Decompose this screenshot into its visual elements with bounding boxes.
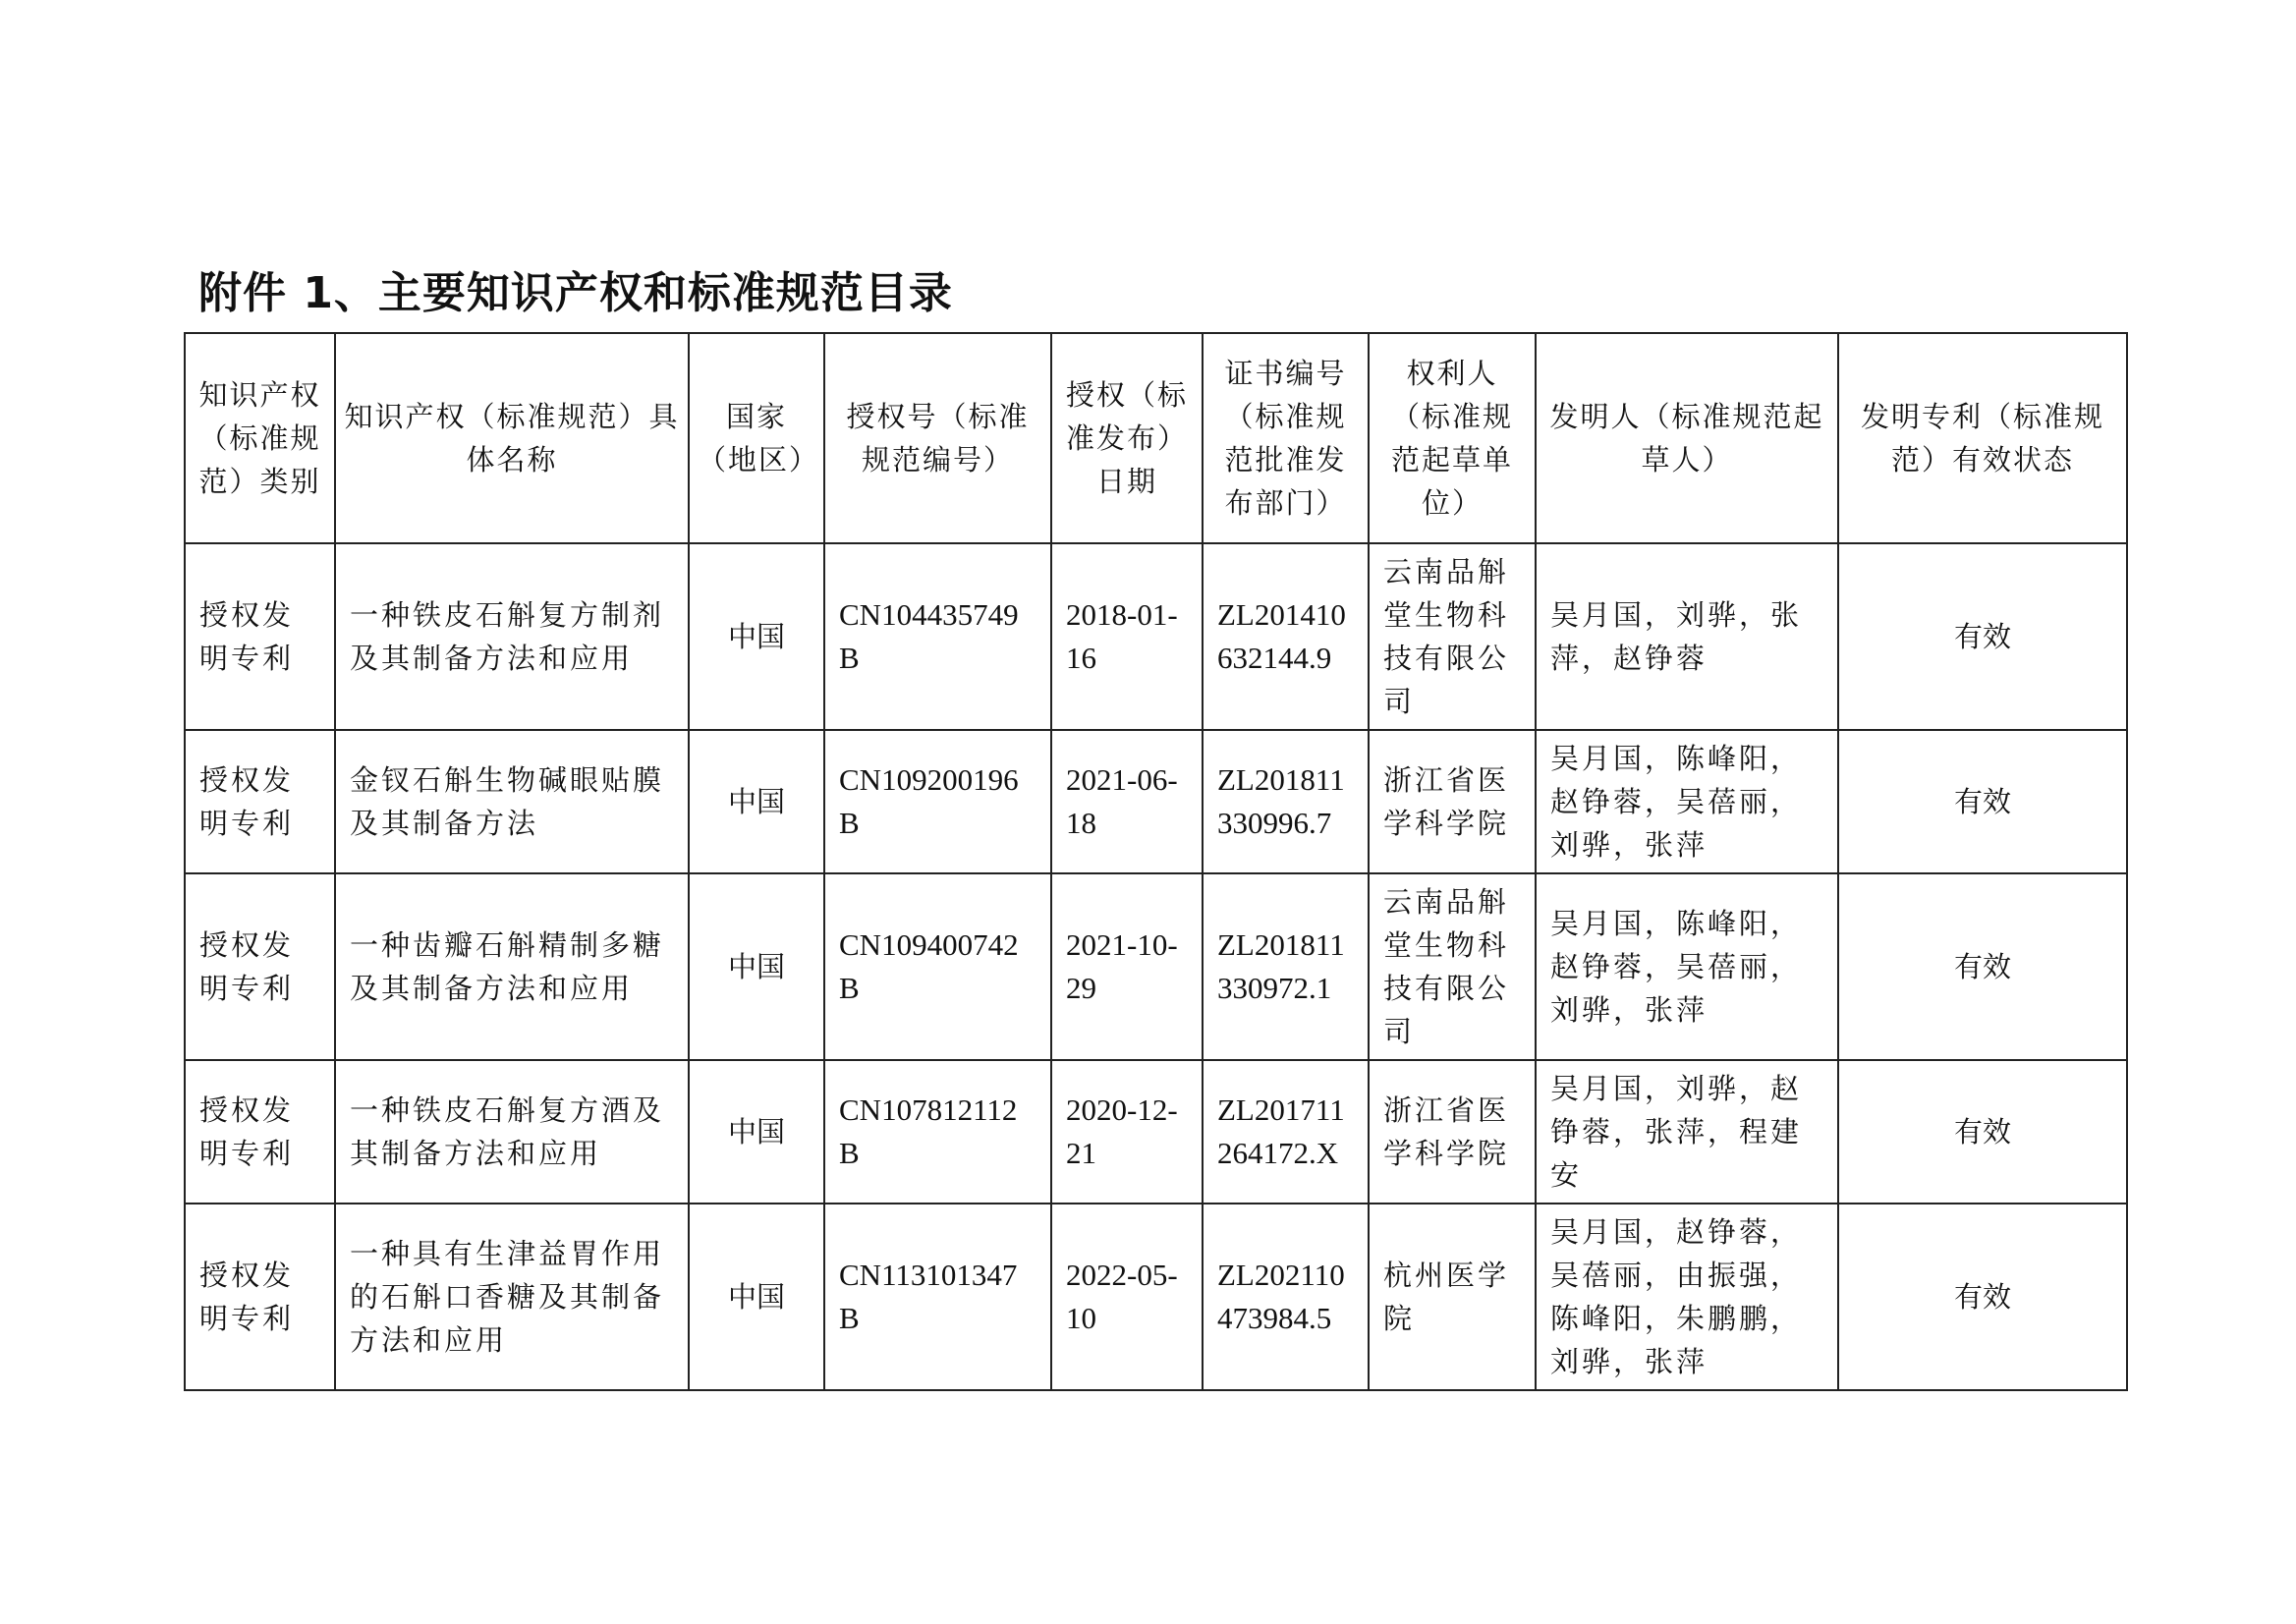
header-category: 知识产权（标准规范）类别 — [185, 333, 335, 543]
cell-date: 2021-06-18 — [1051, 730, 1203, 873]
cell-inventors: 吴月国，陈峰阳，赵铮蓉，吴蓓丽，刘骅，张萍 — [1536, 873, 1838, 1060]
cell-status: 有效 — [1838, 730, 2127, 873]
table-row — [185, 1060, 2127, 1204]
cell-holder: 云南品斛堂生物科技有限公司 — [1369, 543, 1536, 730]
cell-category: 授权发明专利 — [185, 543, 335, 730]
cell-date: 2022-05-10 — [1051, 1204, 1203, 1390]
cell-inventors: 吴月国，刘骅，张萍，赵铮蓉 — [1536, 543, 1838, 730]
cell-holder: 浙江省医学科学院 — [1369, 730, 1536, 873]
cell-status: 有效 — [1838, 543, 2127, 730]
cell-category: 授权发明专利 — [185, 873, 335, 1060]
cell-cert-no: ZL201711264172.X — [1203, 1060, 1369, 1204]
cell-inventors: 吴月国，赵铮蓉，吴蓓丽，由振强，陈峰阳，朱鹏鹏，刘骅，张萍 — [1536, 1204, 1838, 1390]
header-inventors: 发明人（标准规范起草人） — [1536, 333, 1838, 543]
cell-cert-no: ZL201811330996.7 — [1203, 730, 1369, 873]
table-header-row — [185, 333, 2127, 543]
cell-name: 一种齿瓣石斛精制多糖及其制备方法和应用 — [335, 873, 689, 1060]
cell-inventors: 吴月国，刘骅，赵铮蓉，张萍，程建安 — [1536, 1060, 1838, 1204]
cell-grant-no: CN107812112B — [824, 1060, 1051, 1204]
cell-country: 中国 — [689, 873, 824, 1060]
cell-date: 2018-01-16 — [1051, 543, 1203, 730]
cell-holder: 浙江省医学科学院 — [1369, 1060, 1536, 1204]
cell-category: 授权发明专利 — [185, 730, 335, 873]
cell-status: 有效 — [1838, 1060, 2127, 1204]
cell-date: 2020-12-21 — [1051, 1060, 1203, 1204]
cell-name: 一种铁皮石斛复方酒及其制备方法和应用 — [335, 1060, 689, 1204]
cell-status: 有效 — [1838, 873, 2127, 1060]
cell-name: 金钗石斛生物碱眼贴膜及其制备方法 — [335, 730, 689, 873]
cell-cert-no: ZL201811330972.1 — [1203, 873, 1369, 1060]
header-name: 知识产权（标准规范）具体名称 — [335, 333, 689, 543]
header-holder: 权利人（标准规范起草单位） — [1369, 333, 1536, 543]
table-row — [185, 873, 2127, 1060]
cell-category: 授权发明专利 — [185, 1204, 335, 1390]
header-status: 发明专利（标准规范）有效状态 — [1838, 333, 2127, 543]
header-cert-no: 证书编号（标准规范批准发布部门） — [1203, 333, 1369, 543]
table-row — [185, 543, 2127, 730]
cell-name: 一种铁皮石斛复方制剂及其制备方法和应用 — [335, 543, 689, 730]
cell-holder: 云南品斛堂生物科技有限公司 — [1369, 873, 1536, 1060]
cell-name: 一种具有生津益胃作用的石斛口香糖及其制备方法和应用 — [335, 1204, 689, 1390]
cell-cert-no: ZL201410632144.9 — [1203, 543, 1369, 730]
cell-country: 中国 — [689, 730, 824, 873]
table-row — [185, 730, 2127, 873]
page-title: 附件 1、主要知识产权和标准规范目录 — [198, 268, 953, 318]
cell-category: 授权发明专利 — [185, 1060, 335, 1204]
cell-country: 中国 — [689, 543, 824, 730]
cell-status: 有效 — [1838, 1204, 2127, 1390]
cell-grant-no: CN109200196B — [824, 730, 1051, 873]
ip-standards-table — [184, 332, 2128, 1391]
header-grant-no: 授权号（标准规范编号） — [824, 333, 1051, 543]
header-date: 授权（标准发布）日期 — [1051, 333, 1203, 543]
cell-country: 中国 — [689, 1060, 824, 1204]
cell-inventors: 吴月国，陈峰阳，赵铮蓉，吴蓓丽，刘骅，张萍 — [1536, 730, 1838, 873]
cell-cert-no: ZL202110473984.5 — [1203, 1204, 1369, 1390]
cell-date: 2021-10-29 — [1051, 873, 1203, 1060]
table-row — [185, 1204, 2127, 1390]
cell-holder: 杭州医学院 — [1369, 1204, 1536, 1390]
cell-grant-no: CN113101347B — [824, 1204, 1051, 1390]
header-country: 国家（地区） — [689, 333, 824, 543]
cell-grant-no: CN104435749B — [824, 543, 1051, 730]
cell-country: 中国 — [689, 1204, 824, 1390]
cell-grant-no: CN109400742B — [824, 873, 1051, 1060]
